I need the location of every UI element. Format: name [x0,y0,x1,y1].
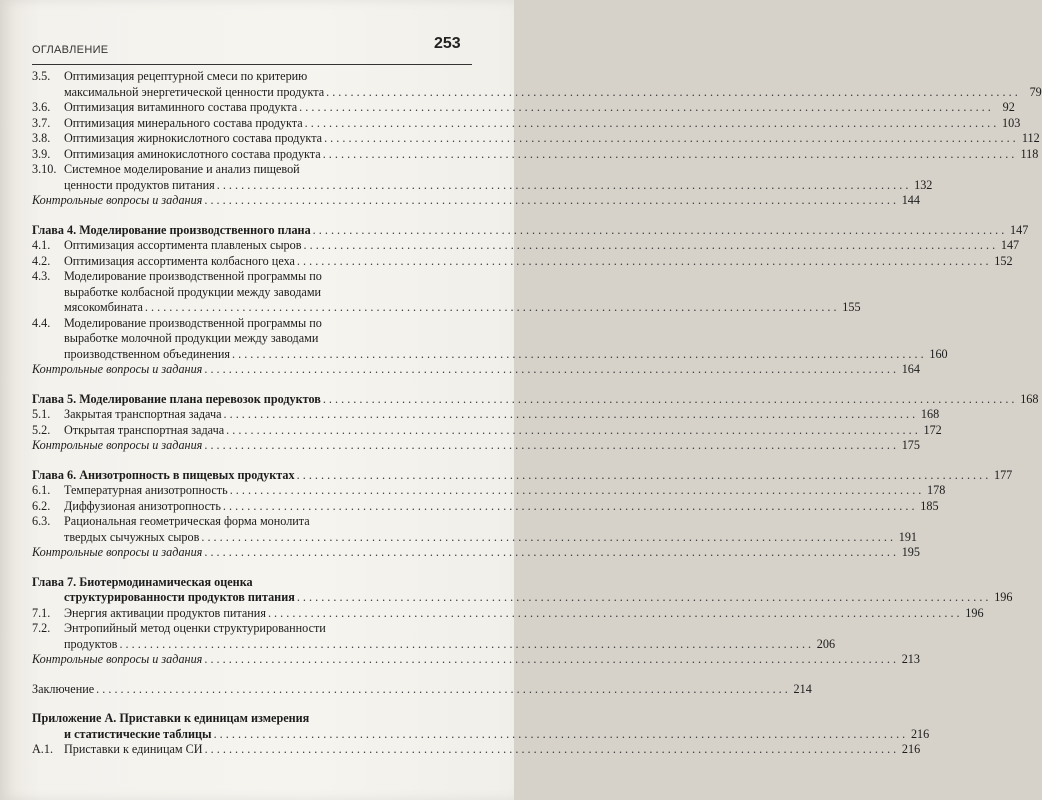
toc-entry-number: 3.8. [32,131,51,145]
dot-leader [299,100,991,116]
toc-entry-number: 5.2. [32,422,51,437]
dot-leader [204,438,896,454]
toc-page-number: 195 [901,545,920,559]
dot-leader [226,423,918,439]
toc-entry-title: Моделирование производственной программы по [64,269,322,283]
toc-entry-title: Контрольные вопросы и задания [32,652,203,666]
toc-page-number: 132 [914,177,933,192]
toc-page-number: 168 [920,407,940,421]
toc-entry-title: продуктов [64,636,118,651]
toc-page-number: 216 [901,742,921,756]
toc-page-number: 178 [927,483,946,497]
toc-entry-title: Оптимизация ассортимента плавленых сыров [64,238,302,252]
toc-entry-title: Оптимизация ассортимента колбасного цеха [64,253,295,268]
toc-entry-title: твердых сычужных сыров [64,529,200,544]
toc-page-number: 164 [901,362,920,376]
toc-entry-sub[interactable] [32,238,1020,254]
section-gap [32,378,468,392]
section-gap [32,668,468,682]
dot-leader [326,85,1018,101]
toc-entry-sub[interactable] [32,131,1040,147]
dot-leader [96,682,788,698]
toc-entry-number: 3.9. [32,146,51,161]
toc-entry-title: мясокомбината [64,300,143,314]
toc-entry-sub[interactable] [32,100,1015,116]
dot-leader [214,727,906,743]
dot-leader [297,468,989,484]
toc-entry-sub[interactable] [32,162,933,193]
dot-leader [268,606,960,622]
toc-entry-title: Открытая транспортная задача [64,422,225,437]
dot-leader [313,223,1005,239]
toc-entry-title: Приложение А. Приставки к единицам измерения [32,711,310,725]
dot-leader [217,178,909,194]
toc-page-number: 118 [1020,146,1039,161]
section-gap [32,561,468,575]
toc-page-number: 168 [1020,391,1039,406]
toc-entry-questions[interactable] [32,193,920,209]
dot-leader [204,362,896,378]
toc-entry-title: Системное моделирование и анализ пищевой [64,162,300,176]
dot-leader [119,637,811,653]
toc-entry-title: и статистические таблицы [64,726,212,741]
toc-page-number: 155 [842,300,861,314]
dot-leader [223,499,915,515]
toc-page-number: 191 [898,529,917,544]
toc-entry-questions[interactable] [32,438,920,454]
toc-entry-chapter[interactable] [32,574,1013,606]
toc-entry-sub[interactable] [32,742,921,758]
toc-entry-chapter[interactable] [32,222,1029,239]
toc-entry-number: 4.1. [32,238,51,252]
toc-page-number: 172 [923,422,942,437]
toc-entry-title: Оптимизация витаминного состава продукта [64,100,298,114]
dot-leader [232,347,924,363]
toc-entry-title: Глава 4. Моделирование производственного плана [32,222,311,237]
toc-entry-title: Контрольные вопросы и задания [32,362,203,376]
toc-entry-title: выработке колбасной продукции между заводами [64,284,322,299]
dot-leader [205,742,897,758]
toc-entry-title: Оптимизация аминокислотного состава продукта [64,146,321,161]
toc-entry-title: Глава 7. Биотермодинамическая оценка [32,574,253,589]
dot-leader [204,545,896,561]
toc-entry-number: 6.2. [32,498,51,513]
toc-entry-number: 4.2. [32,253,51,268]
toc-entry-title: структурированности продуктов питания [64,590,295,604]
dot-leader [323,392,1015,408]
toc-entry-chapter[interactable] [32,467,1013,484]
toc-entry-title: Приставки к единицам СИ [64,742,203,756]
toc-entry-number: А.1. [32,742,53,756]
toc-page-number: 175 [901,438,920,452]
toc-entry-sub[interactable] [32,115,1021,132]
dot-leader [230,483,922,499]
toc-entry-sub[interactable] [32,269,861,316]
toc-entry-title: Оптимизация минерального состава продукта [64,115,303,130]
toc-entry-number: 3.7. [32,115,51,130]
toc-entry-number: 3.10. [32,162,57,176]
toc-page-number: 144 [901,193,920,207]
toc-entry-title: Закрытая транспортная задача [64,407,222,421]
dot-leader [305,116,997,132]
toc-entry-sub[interactable] [32,315,948,363]
toc-page-number: 92 [1002,100,1015,114]
toc-page-number: 214 [793,681,812,696]
toc-entry-title: Оптимизация жирнокислотного состава продукта [64,131,323,145]
toc-entry-sub[interactable] [32,621,836,652]
toc-entry-sub[interactable] [32,514,917,545]
toc-entry-sub[interactable] [32,483,946,499]
dot-leader [304,238,996,254]
toc-entry-title: Глава 5. Моделирование плана перевозок продуктов [32,391,321,406]
dot-leader [224,407,916,423]
toc-entry-sub[interactable] [32,498,939,515]
toc-page-number: 185 [920,498,939,513]
toc-entry-number: 3.5. [32,69,51,83]
toc-page-number: 147 [1000,238,1020,252]
section-gap [32,209,468,223]
toc-page-number: 206 [816,636,836,651]
toc-page-number: 79 [1029,84,1042,99]
toc-page-number: 112 [1021,131,1040,145]
toc-entry-sub[interactable] [32,69,1042,100]
toc-entry-sub[interactable] [32,407,940,423]
toc-entry-sub[interactable] [32,422,942,439]
toc-entry-title: Температурная анизотропность [64,483,228,497]
toc-entry-title: Энтропийный метод оценки структурированности [64,621,326,635]
toc-page-number: 147 [1010,222,1029,237]
toc-page-number: 196 [994,590,1013,604]
toc-entry-sub[interactable] [32,253,1013,270]
toc-entry-title: Энергия активации продуктов питания [64,605,266,620]
dot-leader [201,530,893,546]
toc-entry-questions[interactable] [32,545,920,561]
dot-leader [145,300,837,316]
toc-entry-title: Глава 6. Анизотропность в пищевых продуктах [32,467,295,482]
toc-page-number: 152 [994,253,1013,268]
toc-entry-number: 5.1. [32,407,51,421]
toc-page-number: 177 [993,467,1013,482]
toc-page-number: 213 [901,652,920,666]
toc-entry-title: Контрольные вопросы и задания [32,438,203,452]
header-rule [32,64,472,65]
toc-entry-title: Диффузионая анизотропность [64,498,221,513]
toc-entry-number: 6.1. [32,483,51,497]
toc-entry-number: 4.4. [32,315,51,330]
toc-entry-title: Моделирование производственной программы по [64,315,322,330]
toc-entry-title: выработке молочной продукции между заводами [64,331,319,345]
toc-entry-title: производственном объединения [64,346,230,361]
toc-entry-chapter[interactable] [32,391,1039,408]
toc-entry-number: 4.3. [32,269,51,283]
dot-leader [323,147,1015,163]
dot-leader [204,652,896,668]
section-gap [32,454,468,468]
dot-leader [297,254,989,270]
toc-page-number: 103 [1002,115,1021,130]
toc-entry-questions[interactable] [32,362,920,378]
toc-page-number: 216 [910,726,930,741]
dot-leader [204,193,896,209]
running-head: ОГЛАВЛЕНИЕ [32,44,109,56]
toc-page-number: 196 [965,605,984,620]
toc-entry-sub[interactable] [32,605,984,622]
toc-entry-title: Контрольные вопросы и задания [32,545,203,559]
toc-entry-chapter[interactable] [32,711,930,742]
toc-entry-number: 7.2. [32,621,51,635]
section-gap [32,697,468,711]
table-of-contents [32,69,1042,758]
toc-entry-title: Контрольные вопросы и задания [32,193,203,207]
toc-entry-plain[interactable] [32,681,812,698]
toc-entry-questions[interactable] [32,652,920,668]
dot-leader [324,131,1016,147]
toc-entry-title: Рациональная геометрическая форма монолита [64,514,310,528]
toc-entry-title: ценности продуктов питания [64,177,215,192]
toc-entry-title: максимальной энергетической ценности продукта [64,84,325,99]
page-number: 253 [434,35,461,52]
toc-entry-number: 7.1. [32,605,51,620]
toc-page-number: 160 [929,346,948,361]
toc-entry-sub[interactable] [32,146,1039,163]
toc-entry-number: 3.6. [32,100,51,114]
dot-leader [297,590,989,606]
toc-entry-title: Оптимизация рецептурной смеси по критерию [64,69,308,83]
toc-entry-number: 6.3. [32,514,51,528]
toc-entry-title: Заключение [32,681,95,696]
